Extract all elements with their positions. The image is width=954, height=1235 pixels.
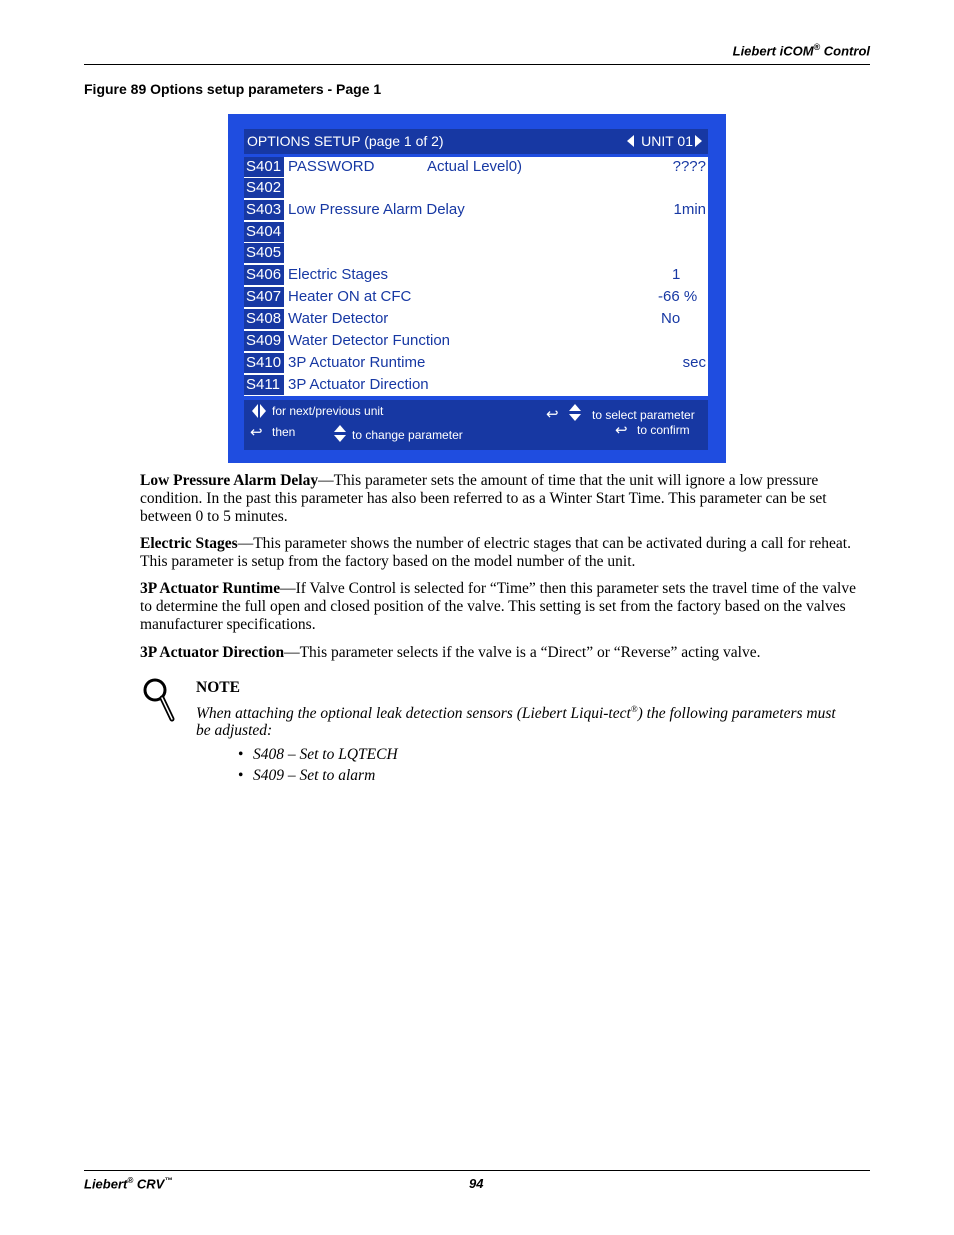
parameter-code: S409 <box>244 331 284 351</box>
parameter-label: Water Detector <box>288 310 389 327</box>
parameter-label: Electric Stages <box>288 266 389 283</box>
page-number: 94 <box>469 1176 484 1191</box>
parameter-code: S403 <box>244 200 284 220</box>
options-setup-screen <box>228 114 726 463</box>
parameter-code: S402 <box>244 178 284 198</box>
help-change-parameter: to change parameter <box>352 428 463 442</box>
help-confirm: to confirm <box>637 423 690 437</box>
footer-product: Liebert® CRV™ <box>84 1176 173 1192</box>
help-then: then <box>272 425 296 439</box>
note-title: NOTE <box>196 679 240 696</box>
screen-title: OPTIONS SETUP (page 1 of 2) <box>247 133 444 149</box>
parameter-label: PASSWORD <box>288 158 375 175</box>
parameter-row <box>244 157 708 177</box>
arrow-left-icon <box>627 135 634 147</box>
paragraph-actuator-runtime: 3P Actuator Runtime—If Valve Control is selected for “Time” then this parameter sets the travel time of the valve to determine the full open and closed position of the valve. This setting is set from the factory based on the valves manufacturer specifications. <box>140 580 856 633</box>
up-down-arrows-icon <box>334 425 346 443</box>
footer-rule <box>84 1170 870 1171</box>
help-select-parameter: to select parameter <box>592 408 695 422</box>
unit-label: UNIT 01 <box>641 133 693 149</box>
parameter-code: S411 <box>244 375 284 395</box>
screen-title-bar <box>244 129 708 154</box>
enter-icon: ↩ <box>546 406 559 423</box>
parameter-label: 3P Actuator Direction <box>288 376 429 393</box>
paragraph-electric-stages: Electric Stages—This parameter shows the number of electric stages that can be activated during a call for reheat. This parameter is setup from the factory based on the model number of the unit. <box>140 535 851 570</box>
parameter-list <box>244 157 708 396</box>
figure-caption: Figure 89 Options setup parameters - Page 1 <box>84 81 382 97</box>
parameter-row <box>244 222 708 242</box>
magnifier-icon <box>142 677 176 723</box>
parameter-code: S408 <box>244 309 284 329</box>
header-rule <box>84 64 870 65</box>
parameter-extra: Actual Level0) <box>427 158 523 175</box>
note-text: When attaching the optional leak detection sensors (Liebert Liqui-tect®) the following parameters must be adjusted: <box>196 704 836 740</box>
parameter-row <box>244 353 708 373</box>
paragraph-low-pressure: Low Pressure Alarm Delay—This parameter sets the amount of time that the unit will ignore a low pressure condition. In the past this parameter has also been referred to as a Winter Start Time. This parameter can be set between 0 to 5 minutes. <box>140 472 827 525</box>
parameter-row <box>244 200 708 220</box>
parameter-value: ???? <box>672 158 706 175</box>
parameter-value: 1 <box>672 266 681 283</box>
parameter-label: Water Detector Function <box>288 332 451 349</box>
paragraph-actuator-direction: 3P Actuator Direction—This parameter selects if the valve is a “Direct” or “Reverse” acting valve. <box>140 644 761 661</box>
parameter-code: S406 <box>244 265 284 285</box>
running-header: Liebert iCOM® Control <box>732 42 870 59</box>
parameter-row <box>244 178 708 198</box>
term: Electric Stages <box>140 535 238 552</box>
term: Low Pressure Alarm Delay <box>140 472 319 489</box>
parameter-value: sec <box>682 354 706 371</box>
parameter-row <box>244 331 708 351</box>
parameter-row <box>244 309 708 329</box>
up-down-arrows-icon <box>569 404 581 422</box>
parameter-code: S410 <box>244 353 284 373</box>
enter-icon: ↩ <box>615 422 628 439</box>
parameter-row <box>244 265 708 285</box>
enter-icon: ↩ <box>250 424 263 441</box>
arrow-right-icon <box>695 135 702 147</box>
parameter-row <box>244 243 708 263</box>
left-right-arrows-icon <box>252 404 266 418</box>
help-next-previous: for next/previous unit <box>272 404 384 418</box>
unit-selector <box>627 133 702 149</box>
parameter-code: S401 <box>244 157 284 177</box>
parameter-label: Heater ON at CFC <box>288 288 412 305</box>
parameter-label: 3P Actuator Runtime <box>288 354 426 371</box>
parameter-row <box>244 287 708 307</box>
parameter-value: 1min <box>673 201 706 218</box>
term: 3P Actuator Runtime <box>140 580 281 597</box>
parameter-code: S405 <box>244 243 284 263</box>
screen-help-bar <box>244 400 708 450</box>
parameter-value: No <box>661 310 681 327</box>
term: 3P Actuator Direction <box>140 644 285 661</box>
parameter-value: -66 % <box>658 288 698 305</box>
parameter-row <box>244 375 708 395</box>
parameter-label: Low Pressure Alarm Delay <box>288 201 465 218</box>
parameter-code: S404 <box>244 222 284 242</box>
parameter-code: S407 <box>244 287 284 307</box>
